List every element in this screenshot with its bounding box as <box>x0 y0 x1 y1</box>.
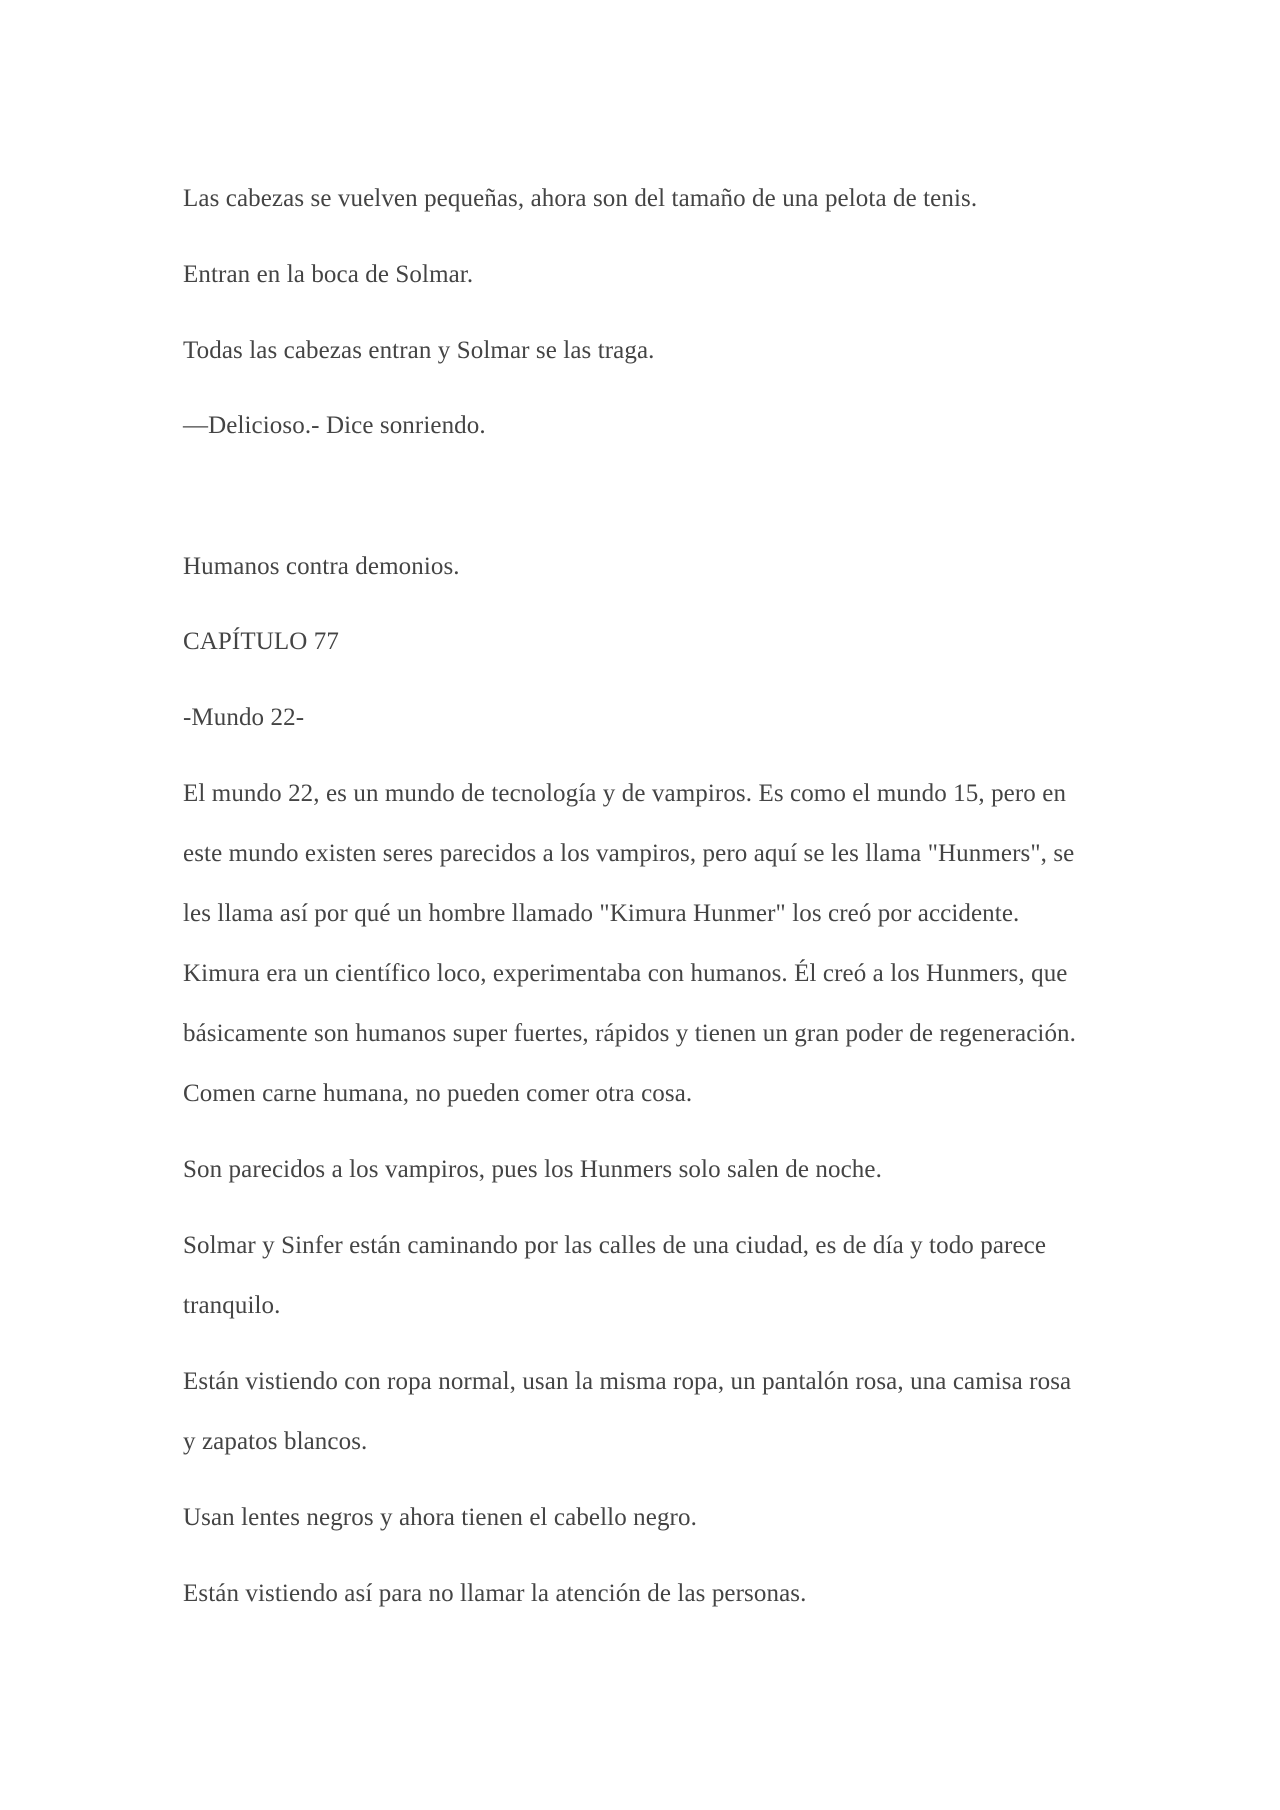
paragraph-glasses-hair: Usan lentes negros y ahora tienen el cabello negro. <box>183 1504 697 1531</box>
paragraph-world-22-line-5: básicamente son humanos super fuertes, rápidos y tienen un gran poder de regeneración. <box>183 1020 1077 1047</box>
paragraph-avoid-attention: Están vistiendo así para no llamar la atención de las personas. <box>183 1580 807 1607</box>
paragraph-heads-shrink: Las cabezas se vuelven pequeñas, ahora son del tamaño de una pelota de tenis. <box>183 185 978 212</box>
book-title: Humanos contra demonios. <box>183 553 460 580</box>
paragraph-walking-line-2: tranquilo. <box>183 1292 281 1319</box>
paragraph-vampires-night: Son parecidos a los vampiros, pues los Hunmers solo salen de noche. <box>183 1156 882 1183</box>
paragraph-world-22-line-2: este mundo existen seres parecidos a los vampiros, pero aquí se les llama "Hunmers", se <box>183 840 1075 867</box>
chapter-heading: CAPÍTULO 77 <box>183 628 339 655</box>
paragraph-world-22-line-3: les llama así por qué un hombre llamado "Kimura Hunmer" los creó por accidente. <box>183 900 1020 927</box>
paragraph-walking-line-1: Solmar y Sinfer están caminando por las calles de una ciudad, es de día y todo parece <box>183 1232 1047 1259</box>
dialogue-delicioso: —Delicioso.- Dice sonriendo. <box>183 412 486 439</box>
paragraph-clothing-line-2: y zapatos blancos. <box>183 1428 368 1455</box>
paragraph-world-22-line-6: Comen carne humana, no pueden comer otra cosa. <box>183 1080 693 1107</box>
paragraph-enter-mouth: Entran en la boca de Solmar. <box>183 261 474 288</box>
paragraph-world-22-line-4: Kimura era un científico loco, experimentaba con humanos. Él creó a los Hunmers, que <box>183 960 1068 987</box>
world-heading: -Mundo 22- <box>183 704 305 731</box>
paragraph-swallows: Todas las cabezas entran y Solmar se las traga. <box>183 337 655 364</box>
paragraph-world-22-line-1: El mundo 22, es un mundo de tecnología y de vampiros. Es como el mundo 15, pero en <box>183 780 1067 807</box>
paragraph-clothing-line-1: Están vistiendo con ropa normal, usan la misma ropa, un pantalón rosa, una camisa rosa <box>183 1368 1072 1395</box>
